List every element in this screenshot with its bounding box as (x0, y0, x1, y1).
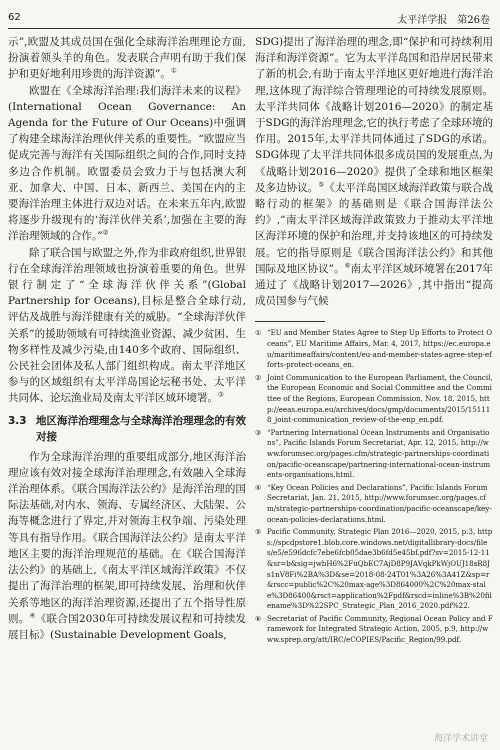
footnote-item: ⑤ Pacific Community, Strategic Plan 2016—2020, 2015, p.3, https://spcdpstore1.blob.core.windows.net/digitallibrary-docs/files/e5/e596dcfc7ebe6fcb05dae3b6fd5e45bf.pdf?sv=2015-12-11&sr=b&sig=jwbH6%2FuQbEC7AjD8P9JAVqkPkWjOUJ18sR8Js1nV8Fi%2BA%3D&se=2018-08-24T01%3A26%3A41Z&sp=r&rscc=public%2C%20max-age%3D864000%2C%20max-stale%3D86400&rsct=application%2Fpdf&rscd=inline%3B%20filename%3D%22SPC_Strategic_Plan_2016_2020.pdf%22. (255, 527, 493, 611)
footnote-ref[interactable]: ③ (218, 390, 224, 399)
footnote-divider (255, 321, 325, 322)
footnote-ref[interactable]: ① (170, 66, 177, 75)
journal-title: 太平洋学报 第26卷 (397, 15, 490, 26)
footnote-item: ⑥ Secretariat of Pacific Community, Regional Ocean Policy and Framework for Integrated Strategic Action, 2005, p.9, http://www.sprep.org/att/IRC/eCOPIES/Pacific_Region/99.pdf. (255, 613, 493, 645)
body-paragraph: SDG)提出了海洋治理的理念,即“保护和可持续利用海洋和海洋资源”。它为太平洋岛国和沿岸居民带来了新的机会,有助于南太平洋地区更好地进行海洋治理,这体现了海洋综合管理理论的可持续发展原则。太平洋共同体《战略计划2016—2020》的制定基于SDG的海洋治理理念,它的执行考虑了全球环境的作用。2015年,太平洋共同体通过了SDG的承诺。SDG体现了太平洋共同体很多成员国的发展重点,为《战略计划2016—2020》提供了全球和地区框架及多边协议。⑤《太平洋岛国区域海洋政策与联合战略行动的框架》的基础则是《联合国海洋法公约》,“南太平洋区域海洋政策致力于推动太平洋地区海洋环境的保护和治理,并支持该地区的可持续发展。它的指导原则是《联合国海洋法公约》和其他国际及地区协议”。⑥南太平洋区域环境署在2017年通过了《战略计划2017—2026》,其中指出“提高成员国参与气候 (255, 36, 494, 308)
body-paragraph: 除了联合国与欧盟之外,作为非政府组织,世界银行在全球海洋治理领域也扮演着重要的角色。世界银行制定了“全球海洋伙伴关系”(Global Partnership for Oceans),目标是整合全球行动,评估及战胜与海洋健康有关的威胁。“全球海洋伙伴关系”的援助领域有可持续渔业资源、减少贫困、生物多样性及减少污染,由140多个政府、国际组织、公民社会团体及私人部门组织构成。南太平洋地区参与的区域组织有太平洋岛国论坛秘书处、太平洋共同体、论坛渔业局及南太平洋区域环境署。③ (8, 246, 246, 405)
body-paragraph: 欧盟在《全球海洋治理:我们海洋未来的议程》(International Ocean Governance: An Agenda for the Future of Our Oceans)中强调了构建全球海洋治理伙伴关系的重要性。“欧盟应当促成完善与海洋有关国际组织之间的合作,同时支持多边合作机制。欧盟委员会致力于与包括澳大利亚、加拿大、中国、日本、新西兰、美国在内的主要海洋治理主体进行双边对话。在未来五年内,欧盟将逐步升级现有的‘海洋伙伴关系’,加强在主要的海洋治理领域的合作。”② (8, 84, 246, 243)
footnote-ref[interactable]: ⑥ (344, 261, 351, 270)
running-header (8, 8, 490, 29)
right-column (255, 34, 493, 648)
footnote-ref[interactable]: ④ (29, 611, 36, 620)
footnote-item: ① “EU and Member States Agree to Step Up Efforts to Protect Oceans”, EU Maritime Affairs, Mar. 4, 2017, https://ec.europa.eu/maritimeaffairs/content/eu-and-member-states-agree-step-efforts-protect-oceans_en. (255, 328, 493, 370)
watermark: 海洋学术讲堂 (433, 734, 488, 744)
body-paragraph: 示”,欧盟及其成员国在强化全球海洋治理理论方面,扮演着领头羊的角色。发表联合声明有助于我们保护和更好地利用珍贵的海洋资源”。① (8, 36, 246, 81)
footnote-item: ② Joint Communication to the European Parliament, the Council, the European Economic and Social Committee and the Committee of the Regions, European Commission, Nov. 18, 2015, http://eeas.europa.eu/archives/docs/gmp/documents/2015/151118_joint-communication_review-of-the-enp_en.pdf. (255, 372, 493, 425)
section-heading: 3.3 地区海洋治理理念与全球海洋治理理念的有效对接 (8, 414, 246, 443)
footnote-ref[interactable]: ② (102, 228, 109, 237)
footnote-item: ④ “Key Ocean Policies and Declarations”, Pacific Islands Forum Secretariat, Jan. 21, 2015, http://www.forumsec.org/pages.cfm/strategic-partnerships-coordination/pacific-oceanscape/key-ocean-policies-declarations.html. (255, 482, 492, 524)
page-number: 62 (8, 12, 21, 23)
footnote-item: ③ “Partnering International Ocean Instruments and Organisations”, Pacific Islands Forum Secretariat, Apr. 12, 2015, http://www.forumsec.org/pages.cfm/strategic-partnerships-coordination/pacific-oceanscape/partnering-international-ocean-instruments-organisations.html. (255, 427, 491, 480)
footnote-ref[interactable]: ⑤ (318, 180, 325, 189)
left-column (8, 34, 246, 643)
footnotes (255, 328, 493, 645)
body-paragraph: 作为全球海洋治理的重要组成部分,地区海洋治理应该有效对接全球海洋治理理念,有效融入全球海洋治理体系。《联合国海洋法公约》是海洋治理的国际法基础,对内水、领海、专属经济区、大陆架、公海等概念进行了界定,并对领海主权争端、污染处理等具有指导作用。《联合国海洋法公约》是南太平洋地区主要的海洋治理规范的基础。在《联合国海洋法公约》的基础上,《南太平洋区域海洋政策》不仅提出了海洋治理的框架,即可持续发展、治理和伙伴关系等地区的海洋治理资源,还提出了五个指导性原则。④《联合国2030年可持续发展议程和可持续发展目标》(Sustainable Development Goals, (8, 450, 246, 641)
